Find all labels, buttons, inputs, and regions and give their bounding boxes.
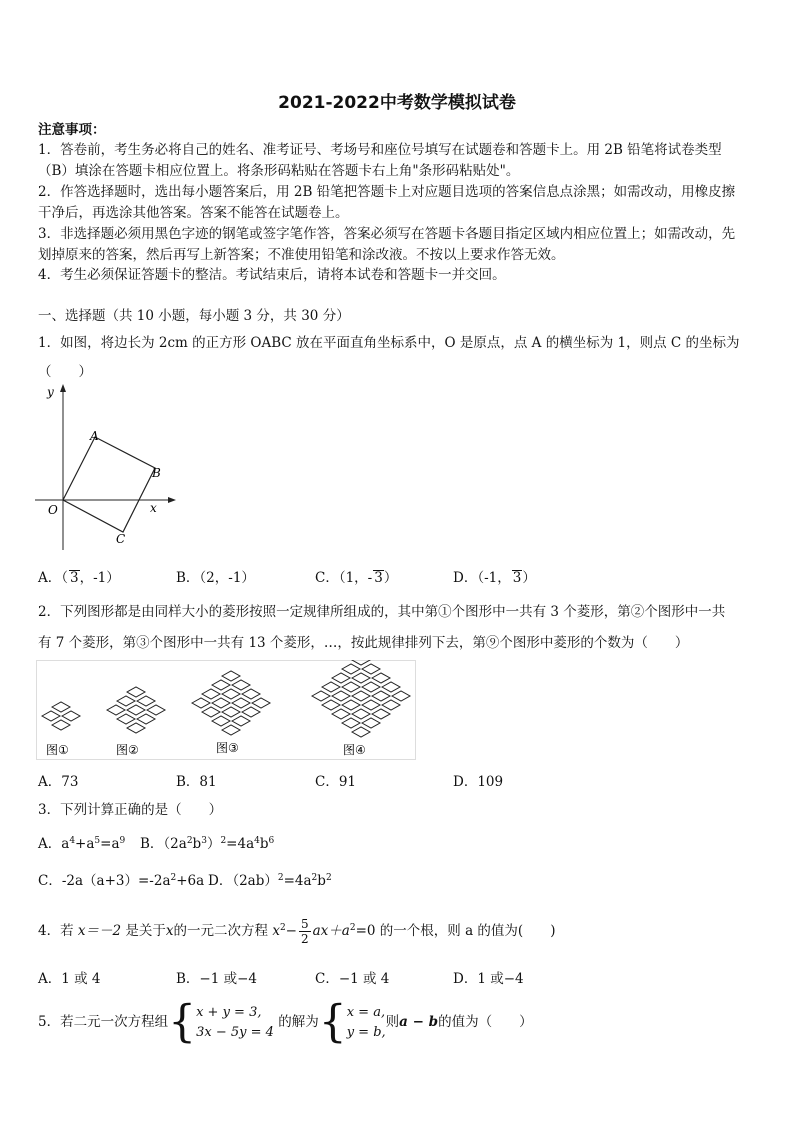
rhombus-shape xyxy=(232,680,250,690)
page-title: 2021-2022中考数学模拟试卷 xyxy=(278,93,516,113)
rhombus-shape xyxy=(107,705,125,715)
rhombus-shape xyxy=(117,714,135,724)
rhombus-shape xyxy=(222,689,240,699)
notice-line: 4．考生必须保证答题卡的整洁。考试结束后，请将本试卷和答题卡一并交回。 xyxy=(38,267,506,283)
notice-line: 3．非选择题必须用黑色字迹的钢笔或签字笔作答，答案必须写在答题卡各题目指定区域内相应位置上；如需改动，先 xyxy=(38,226,736,242)
q1-stem-paren: （ ） xyxy=(38,364,92,380)
rhombus-shape xyxy=(127,723,145,733)
fig-label-1: 图① xyxy=(46,743,69,757)
left-brace: { xyxy=(168,996,197,1048)
rhombus-shape xyxy=(137,696,155,706)
rhombus-shape xyxy=(222,707,240,717)
q3-option-c: C．$-2a(a+3)=-2a^2+6a$ xyxy=(38,873,205,889)
q3-option-d: D．$(2ab)^2=4a^2b^2$ xyxy=(208,873,332,889)
q5-system-1: x + y = 3, 3x − 5y = 4 xyxy=(196,1004,274,1040)
section-heading: 一、选择题（共 10 小题，每小题 3 分，共 30 分） xyxy=(38,308,350,324)
rhombus-shape xyxy=(362,700,380,710)
rhombus-shape xyxy=(52,720,70,730)
rhombus-shape xyxy=(212,698,230,708)
fig-label-3: 图③ xyxy=(216,741,239,755)
q4-condition: x＝－2 xyxy=(77,923,122,939)
point-a-label: A xyxy=(90,429,99,443)
x-axis-arrow xyxy=(168,497,176,503)
rhombus-shape xyxy=(212,680,230,690)
point-o-label: O xyxy=(48,503,58,517)
rhombus-shape xyxy=(202,689,220,699)
rhombus-shape xyxy=(352,673,370,683)
rhombus-shape xyxy=(232,698,250,708)
rhombus-shape xyxy=(352,727,370,737)
q3-stem: 3．下列计算正确的是（ ） xyxy=(38,802,223,818)
rhombus-shape xyxy=(332,673,350,683)
q1-figure xyxy=(30,380,180,552)
y-axis-arrow xyxy=(60,384,66,392)
rhombus-shape xyxy=(352,709,370,719)
rhombus-shape xyxy=(232,716,250,726)
rhombus-shape xyxy=(342,664,360,674)
rhombus-shape xyxy=(362,682,380,692)
q5-stem: 5．若二元一次方程组{ x + y = 3, 3x − 5y = 4 的解为{ x = a, y = b, 则a − b的值为（ ） xyxy=(38,996,533,1048)
rhombus-shape xyxy=(312,691,330,701)
rhombus-shape xyxy=(352,691,370,701)
rhombus-shape xyxy=(342,682,360,692)
q2-option-b: B．81 xyxy=(176,774,217,790)
rhombus-shape xyxy=(382,700,400,710)
notice-line: 1．答卷前，考生务必将自己的姓名、准考证号、考场号和座位号填写在试题卷和答题卡上。用 2B 铅笔将试卷类型 xyxy=(38,142,722,158)
q1-stem: 1．如图，将边长为 2cm 的正方形 OABC 放在平面直角坐标系中，O 是原点，点 A 的横坐标为 1，则点 C 的坐标为 xyxy=(38,335,740,351)
rhombus-shape xyxy=(117,696,135,706)
point-c-label: C xyxy=(116,532,126,546)
rhombus-shape xyxy=(392,691,410,701)
rhombus-shape xyxy=(372,691,390,701)
rhombus-shape xyxy=(242,689,260,699)
q3-option-a: A．$a^4+a^5=a^9$ xyxy=(38,836,126,852)
rhombus-shape xyxy=(222,725,240,735)
rhombus-shape xyxy=(212,716,230,726)
rhombus-shape xyxy=(362,664,380,674)
q1-option-b: B．（2，-1） xyxy=(176,570,255,586)
q2-figure xyxy=(36,660,416,760)
q1-option-a: A．（ 3，-1） xyxy=(38,570,120,586)
x-axis-label: x xyxy=(150,501,157,515)
rhombus-shape xyxy=(147,705,165,715)
q4-option-a: A．1 或 4 xyxy=(38,971,101,987)
point-b-label: B xyxy=(152,466,161,480)
rhombus-shape xyxy=(202,707,220,717)
rhombus-shape xyxy=(127,705,145,715)
left-brace: { xyxy=(318,996,347,1048)
q4-stem: 4．若 x＝－2 是关于x的一元二次方程 $x^2-$ $\frac{5}{2}$ $ax+a^2=0$ 的一个根，则 a 的值为( ) xyxy=(38,917,556,946)
notice-line: （B）填涂在答题卡相应位置上。将条形码粘贴在答题卡右上角"条形码粘贴处"。 xyxy=(38,163,520,179)
fig-label-2: 图② xyxy=(116,743,139,757)
q1-option-d: D．（-1， 3） xyxy=(453,570,536,586)
rhombus-shape xyxy=(332,709,350,719)
rhombus-shape xyxy=(192,698,210,708)
notice-line: 干净后，再选涂其他答案。答案不能答在试题卷上。 xyxy=(38,205,349,221)
y-axis-label: y xyxy=(47,385,54,399)
q4-fraction: $\frac{5}{2}$ xyxy=(300,917,309,946)
q1-option-c: C．（1，- 3） xyxy=(315,570,398,586)
rhombus-shape xyxy=(52,702,70,712)
rhombus-shape xyxy=(332,691,350,701)
rhombus-shape xyxy=(42,711,60,721)
rhombus-shape xyxy=(372,709,390,719)
notice-line: 2．作答选择题时，选出每小题答案后，用 2B 铅笔把答题卡上对应题目选项的答案信息点涂黑；如需改动，用橡皮擦 xyxy=(38,184,736,200)
q2-option-c: C．91 xyxy=(315,774,357,790)
rhombus-shape xyxy=(342,700,360,710)
notice-line: 划掉原来的答案，然后再写上新答案；不准使用铅笔和涂改液。不按以上要求作答无效。 xyxy=(38,247,565,263)
rhombus-shape xyxy=(242,707,260,717)
q4-option-b: B．−1 或−4 xyxy=(176,971,258,987)
q5-system-2: x = a, y = b, xyxy=(346,1004,386,1040)
q4-option-d: D．1 或−4 xyxy=(453,971,524,987)
q2-option-a: A．73 xyxy=(38,774,79,790)
rhombus-shape xyxy=(372,673,390,683)
rhombus-shape xyxy=(322,682,340,692)
rhombus-shape xyxy=(137,714,155,724)
rhombus-shape xyxy=(362,718,380,728)
q2-option-d: D．109 xyxy=(453,774,504,790)
rhombus-shape xyxy=(222,671,240,681)
q3-option-b: B．$(2a^2b^3)^2=4a^4b^6$ xyxy=(140,836,275,852)
square-oabc xyxy=(63,437,155,532)
rhombus-shape xyxy=(127,687,145,697)
q4-option-c: C．−1 或 4 xyxy=(315,971,390,987)
q2-stem: 有 7 个菱形，第③个图形中一共有 13 个菱形，…，按此规律排列下去，第⑨个图形中菱形的个数为（ ） xyxy=(38,635,689,651)
q2-stem: 2．下列图形都是由同样大小的菱形按照一定规律所组成的，其中第①个图形中一共有 3 个菱形，第②个图形中一共 xyxy=(38,604,726,620)
rhombus-shape xyxy=(62,711,80,721)
rhombus-shape xyxy=(322,700,340,710)
notice-heading: 注意事项： xyxy=(38,122,106,138)
fig-label-4: 图④ xyxy=(343,743,366,757)
rhombus-shape xyxy=(382,682,400,692)
rhombus-shape xyxy=(342,718,360,728)
rhombus-shape xyxy=(252,698,270,708)
